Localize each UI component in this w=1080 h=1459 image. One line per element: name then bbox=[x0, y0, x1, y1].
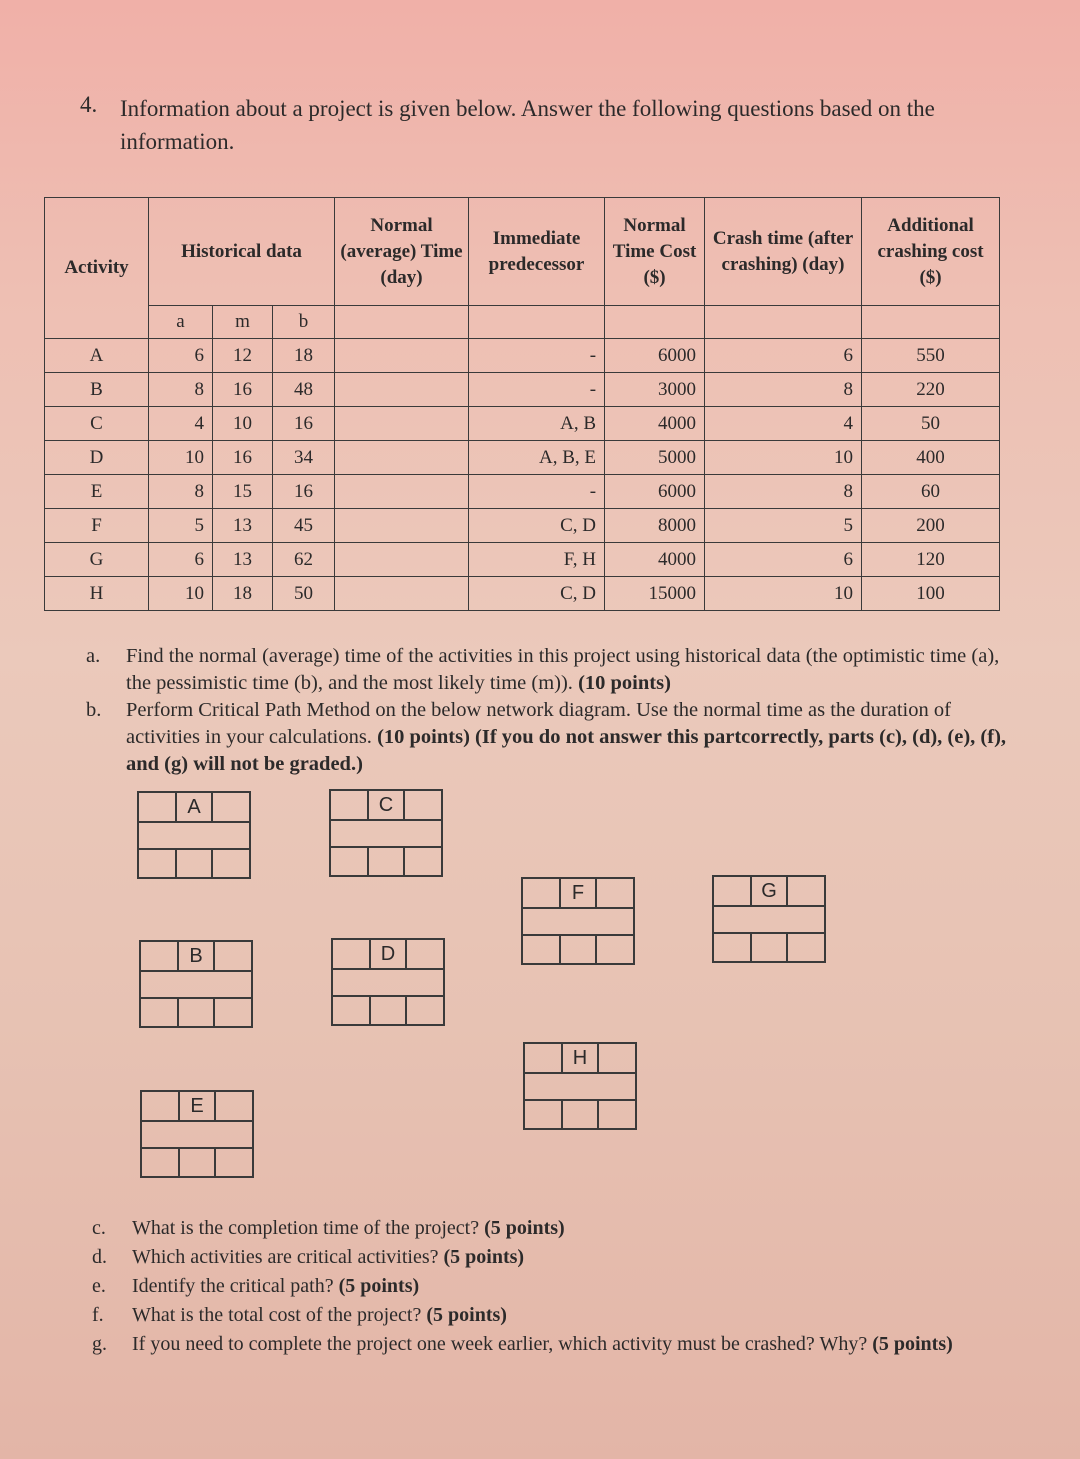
cell-normal-cost: 5000 bbox=[605, 441, 705, 475]
cell-crash-cost: 50 bbox=[862, 407, 1000, 441]
cell-m-value: 18 bbox=[213, 577, 273, 611]
cell-normal-cost: 6000 bbox=[605, 475, 705, 509]
cell-normal-time[interactable] bbox=[335, 373, 469, 407]
cell-a-value: 8 bbox=[149, 373, 213, 407]
node-e[interactable] bbox=[140, 1090, 254, 1178]
part-b bbox=[86, 697, 1026, 778]
part-f-points: (5 points) bbox=[426, 1304, 507, 1326]
cell-normal-cost: 4000 bbox=[605, 543, 705, 577]
part-b-text: Perform Critical Path Method on the below network diagram. Use the normal time as the duration of activities in your calculations. bbox=[126, 699, 951, 748]
question-number: 4. bbox=[80, 92, 98, 117]
header-immediate-predecessor: Immediate predecessor bbox=[469, 198, 605, 306]
cell-b-value: 18 bbox=[273, 339, 335, 373]
cell-a-value: 6 bbox=[149, 339, 213, 373]
cell-crash-cost: 550 bbox=[862, 339, 1000, 373]
cell-a-value: 5 bbox=[149, 509, 213, 543]
table-row bbox=[45, 373, 1000, 407]
part-b-label: b. bbox=[86, 699, 102, 721]
sub-header-b: b bbox=[273, 306, 335, 339]
part-a-points: (10 points) bbox=[578, 672, 671, 694]
cell-normal-time[interactable] bbox=[335, 577, 469, 611]
cell-b-value: 48 bbox=[273, 373, 335, 407]
parts-a-b bbox=[86, 643, 1026, 778]
part-a-text: Find the normal (average) time of the activities in this project using historical data (the optimistic time (a), the pessimistic time (b), and the most likely time (m)). bbox=[126, 645, 1000, 694]
node-e-label: E bbox=[190, 1095, 204, 1117]
table-row bbox=[45, 577, 1000, 611]
table-row bbox=[45, 441, 1000, 475]
cell-crash-time: 8 bbox=[705, 373, 862, 407]
cell-b-value: 45 bbox=[273, 509, 335, 543]
part-e-points: (5 points) bbox=[338, 1275, 420, 1297]
cell-activity: A bbox=[45, 339, 149, 373]
cell-normal-cost: 3000 bbox=[605, 373, 705, 407]
cell-crash-cost: 120 bbox=[862, 543, 1000, 577]
sub-header-a: a bbox=[149, 306, 213, 339]
cell-crash-time: 4 bbox=[705, 407, 862, 441]
cell-normal-time[interactable] bbox=[335, 475, 469, 509]
node-b-label: B bbox=[189, 945, 203, 967]
part-c bbox=[92, 1214, 1032, 1243]
cell-predecessor: F, H bbox=[469, 543, 605, 577]
cell-m-value: 13 bbox=[213, 509, 273, 543]
cell-crash-cost: 60 bbox=[862, 475, 1000, 509]
cell-a-value: 4 bbox=[149, 407, 213, 441]
cell-crash-cost: 400 bbox=[862, 441, 1000, 475]
table-body bbox=[45, 339, 1000, 611]
node-c[interactable] bbox=[329, 789, 443, 877]
node-f[interactable] bbox=[521, 877, 635, 965]
part-d-points: (5 points) bbox=[443, 1246, 525, 1268]
header-normal-cost: Normal Time Cost ($) bbox=[605, 198, 705, 306]
cell-activity: G bbox=[45, 543, 149, 577]
cell-normal-time[interactable] bbox=[335, 441, 469, 475]
header-activity: Activity bbox=[45, 198, 149, 339]
table-row bbox=[45, 407, 1000, 441]
cell-activity: D bbox=[45, 441, 149, 475]
node-g[interactable] bbox=[712, 875, 826, 963]
part-g-text: If you need to complete the project one week earlier, which activity must be crashed? Why? bbox=[132, 1333, 868, 1355]
table-row bbox=[45, 543, 1000, 577]
table-row bbox=[45, 475, 1000, 509]
part-g-points: (5 points) bbox=[872, 1333, 953, 1355]
cell-crash-time: 10 bbox=[705, 441, 862, 475]
part-e bbox=[92, 1272, 1032, 1301]
cell-b-value: 50 bbox=[273, 577, 335, 611]
part-d-text: Which activities are critical activities? bbox=[132, 1246, 439, 1268]
node-b[interactable] bbox=[139, 940, 253, 1028]
cell-a-value: 8 bbox=[149, 475, 213, 509]
cell-m-value: 16 bbox=[213, 373, 273, 407]
part-c-text: What is the completion time of the project? bbox=[132, 1217, 480, 1239]
cell-normal-time[interactable] bbox=[335, 543, 469, 577]
cell-crash-cost: 100 bbox=[862, 577, 1000, 611]
node-a-label: A bbox=[187, 796, 201, 818]
cell-predecessor: C, D bbox=[469, 577, 605, 611]
part-d-label: d. bbox=[92, 1246, 107, 1268]
cell-crash-time: 6 bbox=[705, 339, 862, 373]
cell-m-value: 12 bbox=[213, 339, 273, 373]
cell-a-value: 6 bbox=[149, 543, 213, 577]
part-b-points: (10 points) (If you do not answer this partcorrectly, parts (c), (d), (e), (f), and (g) will not be graded.) bbox=[126, 726, 1007, 775]
part-d bbox=[92, 1243, 1032, 1272]
header-crash-cost: Additional crashing cost ($) bbox=[862, 198, 1000, 306]
part-c-points: (5 points) bbox=[484, 1217, 565, 1239]
cell-normal-time[interactable] bbox=[335, 339, 469, 373]
header-row bbox=[45, 198, 1000, 306]
cell-crash-time: 8 bbox=[705, 475, 862, 509]
cell-a-value: 10 bbox=[149, 577, 213, 611]
part-a bbox=[86, 643, 1026, 697]
node-h-label: H bbox=[572, 1047, 588, 1069]
cell-m-value: 15 bbox=[213, 475, 273, 509]
cell-crash-time: 10 bbox=[705, 577, 862, 611]
cell-a-value: 10 bbox=[149, 441, 213, 475]
cell-crash-cost: 200 bbox=[862, 509, 1000, 543]
project-data-table bbox=[44, 197, 1000, 611]
cell-b-value: 16 bbox=[273, 407, 335, 441]
part-a-label: a. bbox=[86, 645, 101, 667]
cell-normal-cost: 6000 bbox=[605, 339, 705, 373]
cell-crash-cost: 220 bbox=[862, 373, 1000, 407]
part-f-label: f. bbox=[92, 1304, 104, 1326]
cell-b-value: 16 bbox=[273, 475, 335, 509]
node-c-label: C bbox=[378, 794, 394, 816]
cell-predecessor: A, B bbox=[469, 407, 605, 441]
cell-activity: E bbox=[45, 475, 149, 509]
cell-normal-cost: 4000 bbox=[605, 407, 705, 441]
cell-b-value: 62 bbox=[273, 543, 335, 577]
header-crash-time: Crash time (after crashing) (day) bbox=[705, 198, 862, 306]
cell-predecessor: - bbox=[469, 339, 605, 373]
part-e-label: e. bbox=[92, 1275, 106, 1297]
node-d-label: D bbox=[380, 943, 396, 965]
cell-normal-time[interactable] bbox=[335, 509, 469, 543]
cell-activity: C bbox=[45, 407, 149, 441]
sub-header-m: m bbox=[213, 306, 273, 339]
cell-b-value: 34 bbox=[273, 441, 335, 475]
table-row bbox=[45, 339, 1000, 373]
cell-predecessor: C, D bbox=[469, 509, 605, 543]
cell-crash-time: 5 bbox=[705, 509, 862, 543]
cell-normal-cost: 15000 bbox=[605, 577, 705, 611]
node-f-label: F bbox=[571, 882, 585, 904]
cell-activity: B bbox=[45, 373, 149, 407]
table-row bbox=[45, 509, 1000, 543]
part-c-label: c. bbox=[92, 1217, 106, 1239]
part-f bbox=[92, 1301, 1032, 1330]
question-text: Information about a project is given below. Answer the following questions based on the information. bbox=[120, 96, 935, 154]
header-historical-data: Historical data bbox=[149, 198, 335, 306]
node-a[interactable] bbox=[137, 791, 251, 879]
sub-header-row bbox=[45, 306, 1000, 339]
node-g-label: G bbox=[761, 880, 777, 902]
cell-crash-time: 6 bbox=[705, 543, 862, 577]
cell-predecessor: A, B, E bbox=[469, 441, 605, 475]
node-d[interactable] bbox=[331, 938, 445, 1026]
part-f-text: What is the total cost of the project? bbox=[132, 1304, 422, 1326]
cell-predecessor: - bbox=[469, 373, 605, 407]
part-e-text: Identify the critical path? bbox=[132, 1275, 334, 1297]
header-normal-time: Normal (average) Time (day) bbox=[335, 198, 469, 306]
cell-activity: H bbox=[45, 577, 149, 611]
cell-normal-cost: 8000 bbox=[605, 509, 705, 543]
part-g-label: g. bbox=[92, 1333, 107, 1355]
cell-predecessor: - bbox=[469, 475, 605, 509]
cell-activity: F bbox=[45, 509, 149, 543]
node-h[interactable] bbox=[523, 1042, 637, 1130]
parts-c-g bbox=[92, 1214, 1032, 1359]
cell-m-value: 16 bbox=[213, 441, 273, 475]
cell-m-value: 10 bbox=[213, 407, 273, 441]
cell-normal-time[interactable] bbox=[335, 407, 469, 441]
cell-m-value: 13 bbox=[213, 543, 273, 577]
part-g bbox=[92, 1330, 1032, 1359]
